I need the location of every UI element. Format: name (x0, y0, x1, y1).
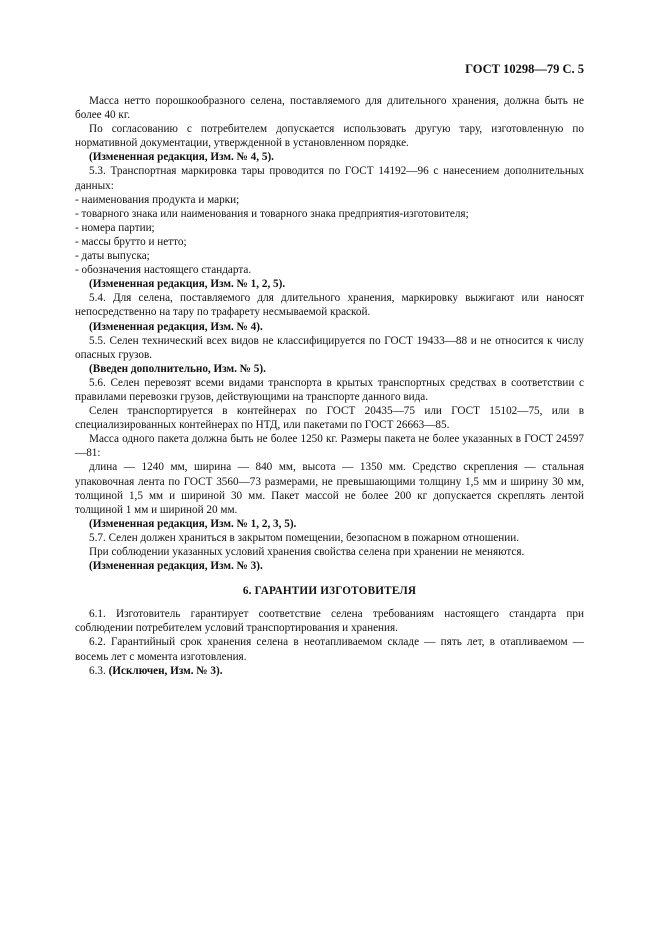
clause-6-3-number: 6.3. (89, 664, 109, 677)
paragraph-net-mass: Масса нетто порошкообразного селена, поставляемого для длительного хранения, должна быть не более 40 кг. (75, 95, 584, 122)
paragraph-other-packaging: По согласованию с потребителем допускается использовать другую тару, изготовленную по нормативной документации, утвержденной в установленном порядке. (75, 123, 584, 150)
clause-5-6: 5.6. Селен перевозят всеми видами транспорта в крытых транспортных средствах в соответствии с правилами перевозки грузов, действующими на транспорте данного вида. (75, 376, 584, 403)
amendment-note: (Измененная редакция, Изм. № 1, 2, 3, 5). (89, 517, 297, 530)
amendment-note: (Измененная редакция, Изм. № 1, 2, 5). (89, 278, 286, 291)
clause-5-4: 5.4. Для селена, поставляемого для длительного хранения, маркировку выжигают или наносят непосредственно на тару по трафарету несмываемой краской. (75, 292, 584, 319)
list-item: - наименования продукта и марки; (75, 193, 240, 206)
list-item: - даты выпуска; (75, 250, 150, 263)
amendment-note: (Введен дополнительно, Изм. № 5). (89, 362, 266, 375)
list-item: - товарного знака или наименования и товарного знака предприятия-изготовителя; (75, 207, 469, 220)
section-title: 6. ГАРАНТИИ ИЗГОТОВИТЕЛЯ (242, 585, 417, 598)
clause-5-5: 5.5. Селен технический всех видов не классифицируется по ГОСТ 19433—88 и не относится к числу опасных грузов. (75, 334, 584, 361)
list-item: - номера партии; (75, 221, 155, 234)
page-header: ГОСТ 10298—79 С. 5 (465, 62, 584, 76)
paragraph-storage-conditions: При соблюдении указанных условий хранения свойства селена при хранении не меняются. (89, 546, 525, 558)
amendment-note: (Измененная редакция, Изм. № 4, 5). (89, 151, 274, 164)
clause-6-3 (75, 664, 584, 678)
clause-5-3: 5.3. Транспортная маркировка тары проводится по ГОСТ 14192—96 с нанесением дополнительных данных: (75, 165, 584, 192)
paragraph-package-mass: Масса одного пакета должна быть не более 1250 кг. Размеры пакета не более указанных в ГОСТ 24597—81: (75, 433, 584, 460)
list-item: - массы брутто и нетто; (75, 235, 187, 248)
paragraph-containers: Селен транспортируется в контейнерах по ГОСТ 20435—75 или ГОСТ 15102—75, или в специализированных контейнерах по НТД, или пакетами по ГОСТ 26663—85. (75, 405, 584, 432)
clause-6-2: 6.2. Гарантийный срок хранения селена в неотапливаемом складе — пять лет, в отапливаемом — восемь лет с момента изготовления. (75, 636, 584, 663)
document-body (75, 94, 584, 678)
list-item: - обозначения настоящего стандарта. (75, 264, 252, 277)
clause-6-1: 6.1. Изготовитель гарантирует соответствие селена требованиям настоящего стандарта при соблюдении потребителем условий транспортирования и хранения. (75, 608, 584, 635)
paragraph-package-dimensions: длина — 1240 мм, ширина — 840 мм, высота — 1350 мм. Средство скрепления — стальная упаковочная лента по ГОСТ 3560—73 размерами, не превышающими толщину 1,5 мм и ширину 30 мм, толщиной 1,5 мм и шириной 30 мм. Пакет массой не более 200 кг допускается скреплять лентой толщиной 1 мм и шириной 20 мм. (75, 461, 584, 516)
amendment-note: (Измененная редакция, Изм. № 3). (89, 560, 263, 573)
amendment-note: (Измененная редакция, Изм. № 4). (89, 320, 263, 333)
clause-6-3-status: (Исключен, Изм. № 3). (108, 664, 223, 677)
clause-5-7: 5.7. Селен должен храниться в закрытом помещении, безопасном в пожарном отношении. (89, 531, 520, 544)
